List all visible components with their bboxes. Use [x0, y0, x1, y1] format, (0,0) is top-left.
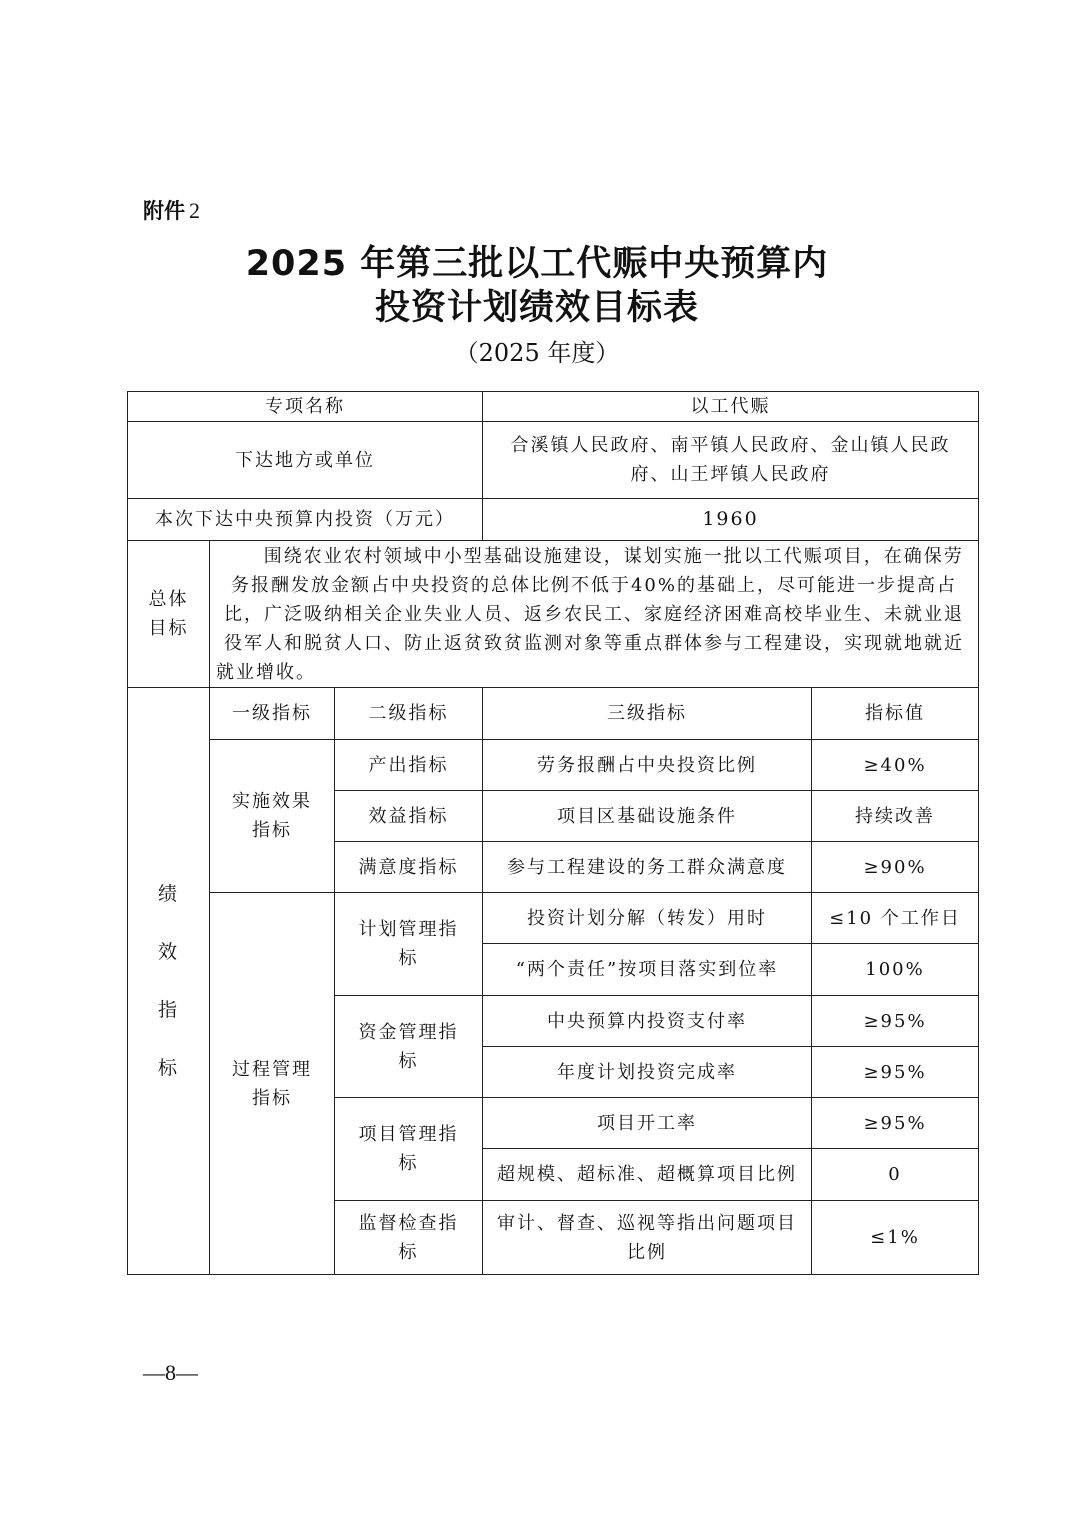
- document-title-line1: 2025 年第三批以工代赈中央预算内: [245, 244, 829, 284]
- sub-project: 项目管理指标: [335, 1098, 483, 1201]
- sub-satisfaction: 满意度指标: [335, 842, 483, 893]
- table-row-value: 0: [812, 1149, 979, 1201]
- table-row-indicator: 劳务报酬占中央投资比例: [483, 740, 812, 791]
- sub-output: 产出指标: [335, 740, 483, 791]
- sub-benefit: 效益指标: [335, 791, 483, 842]
- table-row-indicator: 项目区基础设施条件: [483, 791, 812, 842]
- performance-indicators-label: [128, 688, 210, 1275]
- overall-goal-cell: [210, 541, 979, 688]
- table-row-value: ≤1%: [812, 1201, 979, 1275]
- recipient-label: 下达地方或单位: [128, 422, 483, 499]
- table-row-indicator: 投资计划分解（转发）用时: [483, 893, 812, 944]
- header-level3: 三级指标: [483, 688, 812, 740]
- table-row-value: ≤10 个工作日: [812, 893, 979, 944]
- performance-indicators-text: 绩效指标: [157, 883, 179, 1079]
- table-row-indicator: “两个责任”按项目落实到位率: [483, 944, 812, 996]
- table-row-indicator: 项目开工率: [483, 1098, 812, 1149]
- table-row-value: 持续改善: [812, 791, 979, 842]
- attachment-label-text: 附件: [143, 199, 185, 223]
- header-value: 指标值: [812, 688, 979, 740]
- table-row-indicator: 中央预算内投资支付率: [483, 996, 812, 1047]
- recipient-value: 合溪镇人民政府、南平镇人民政府、金山镇人民政府、山王坪镇人民政府: [483, 422, 979, 499]
- attachment-number: 2: [189, 198, 200, 223]
- table-row-indicator: 审计、督查、巡视等指出问题项目比例: [483, 1201, 812, 1275]
- group-effect: 实施效果指标: [210, 740, 335, 893]
- group-process: 过程管理指标: [210, 893, 335, 1275]
- performance-goal-table: [127, 391, 979, 1275]
- table-row-value: 100%: [812, 944, 979, 996]
- table-row-value: ≥95%: [812, 1047, 979, 1098]
- sub-plan: 计划管理指标: [335, 893, 483, 996]
- attachment-label: [143, 195, 200, 225]
- sub-supervise: 监督检查指标: [335, 1201, 483, 1275]
- overall-goal-text: 围绕农业农村领域中小型基础设施建设，谋划实施一批以工代赈项目，在确保劳务报酬发放金额占中央投资的总体比例不低于40%的基础上，尽可能进一步提高占比，广泛吸纳相关企业失业人员、返乡农民工、家庭经济困难高校毕业生、未就业退役军人和脱贫人口、防止返贫致贫监测对象等重点群体参与工程建设，实现就地就近就业增收。: [216, 545, 964, 683]
- table-row-indicator: 年度计划投资完成率: [483, 1047, 812, 1098]
- table-row-value: ≥95%: [812, 1098, 979, 1149]
- table-row-value: ≥90%: [812, 842, 979, 893]
- sub-fund: 资金管理指标: [335, 996, 483, 1098]
- special-name-label: 专项名称: [128, 392, 483, 422]
- page-number: —8—: [143, 1360, 198, 1385]
- table-row-indicator: 参与工程建设的务工群众满意度: [483, 842, 812, 893]
- overall-goal-label: 总体目标: [128, 541, 210, 688]
- investment-label: 本次下达中央预算内投资（万元）: [128, 499, 483, 541]
- document-year: （2025 年度）: [454, 339, 620, 367]
- header-level1: 一级指标: [210, 688, 335, 740]
- table-row-indicator: 超规模、超标准、超概算项目比例: [483, 1149, 812, 1201]
- table-row-value: ≥95%: [812, 996, 979, 1047]
- special-name-value: 以工代赈: [483, 392, 979, 422]
- table-row-value: ≥40%: [812, 740, 979, 791]
- header-level2: 二级指标: [335, 688, 483, 740]
- document-title-line2: 投资计划绩效目标表: [374, 288, 699, 328]
- investment-value: 1960: [483, 499, 979, 541]
